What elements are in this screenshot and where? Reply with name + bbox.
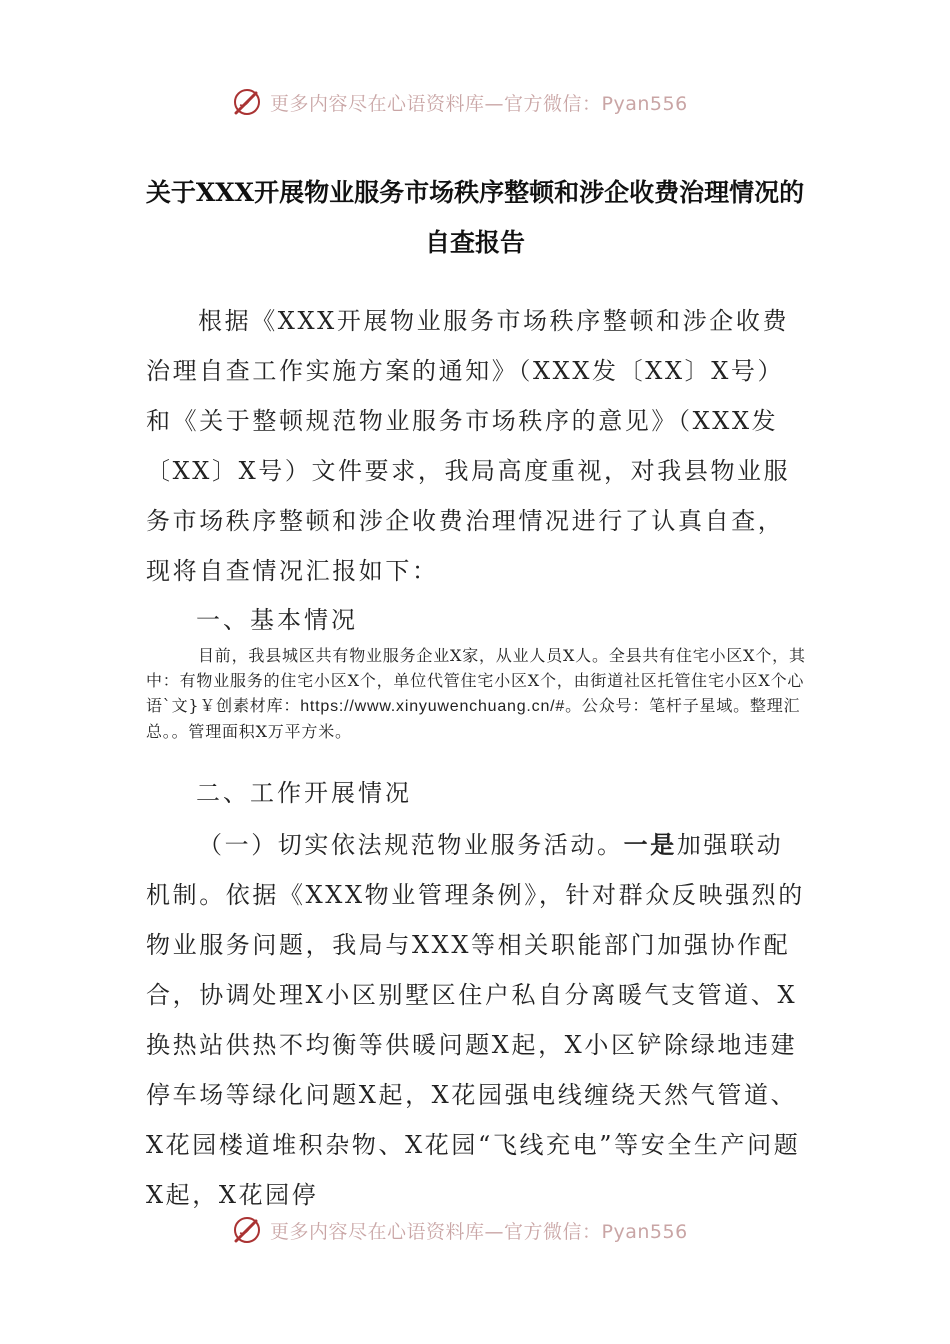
watermark-wechat: Pyan556 <box>601 92 688 115</box>
section2-heading: 二、工作开展情况 <box>196 779 412 807</box>
section2-paragraph <box>146 820 806 1220</box>
watermark-label: 更多内容尽在心语资料库—官方微信： <box>270 92 602 115</box>
watermark-text <box>270 1217 688 1244</box>
bold-keyword: 一是 <box>623 831 677 859</box>
section1-text-a: 目前，我县城区共有物业服务企业X家，从业人员X人。全县共有住宅小区X个，其中：有物业服务的住宅小区X个，单位代管住宅小区X个，由街道社区托管住宅小区X个心语`文}￥创素材库： <box>146 646 806 715</box>
pen-logo-icon <box>230 85 264 119</box>
section1-heading: 一、基本情况 <box>196 606 358 634</box>
watermark-banner-top <box>230 82 750 122</box>
watermark-banner-bottom <box>230 1210 750 1250</box>
pen-logo-icon <box>230 1213 264 1247</box>
document-title-line1: 关于XXX开展物业服务市场秩序整顿和涉企收费治理情况的 <box>145 178 805 207</box>
resource-url: https://www.xinyuwenchuang.cn/# <box>300 698 566 715</box>
watermark-label: 更多内容尽在心语资料库—官方微信： <box>270 1220 602 1243</box>
subsection-text: 加强联动机制。依据《XXX物业管理条例》，针对群众反映强烈的物业服务问题，我局与XXX等相关职能部门加强协作配合，协调处理X小区别墅区住户私自分离暖气支管道、X换热站供热不均衡等供暖问题X起，X小区铲除绿地违建停车场等绿化问题X起，X花园强电线缠绕天然气管道、X花园楼道堆积杂物、X花园“飞线充电”等安全生产问题X起，X花园停 <box>146 831 805 1209</box>
section1-text-b: 。公众号：笔杆子星域。整理汇总。。管理面积X万平方米。 <box>146 696 801 741</box>
subsection-lead: （一）切实依法规范物业服务活动。 <box>198 831 624 859</box>
document-title-line2: 自查报告 <box>424 228 525 257</box>
watermark-text <box>270 89 688 116</box>
watermark-wechat: Pyan556 <box>601 1220 688 1243</box>
section1-paragraph <box>146 643 812 744</box>
intro-paragraph: 根据《XXX开展物业服务市场秩序整顿和涉企收费治理自查工作实施方案的通知》（XXX发〔XX〕X号）和《关于整顿规范物业服务市场秩序的意见》（XXX发〔XX〕X号）文件要求，我局高度重视，对我县物业服务市场秩序整顿和涉企收费治理情况进行了认真自查，现将自查情况汇报如下： <box>146 307 791 585</box>
